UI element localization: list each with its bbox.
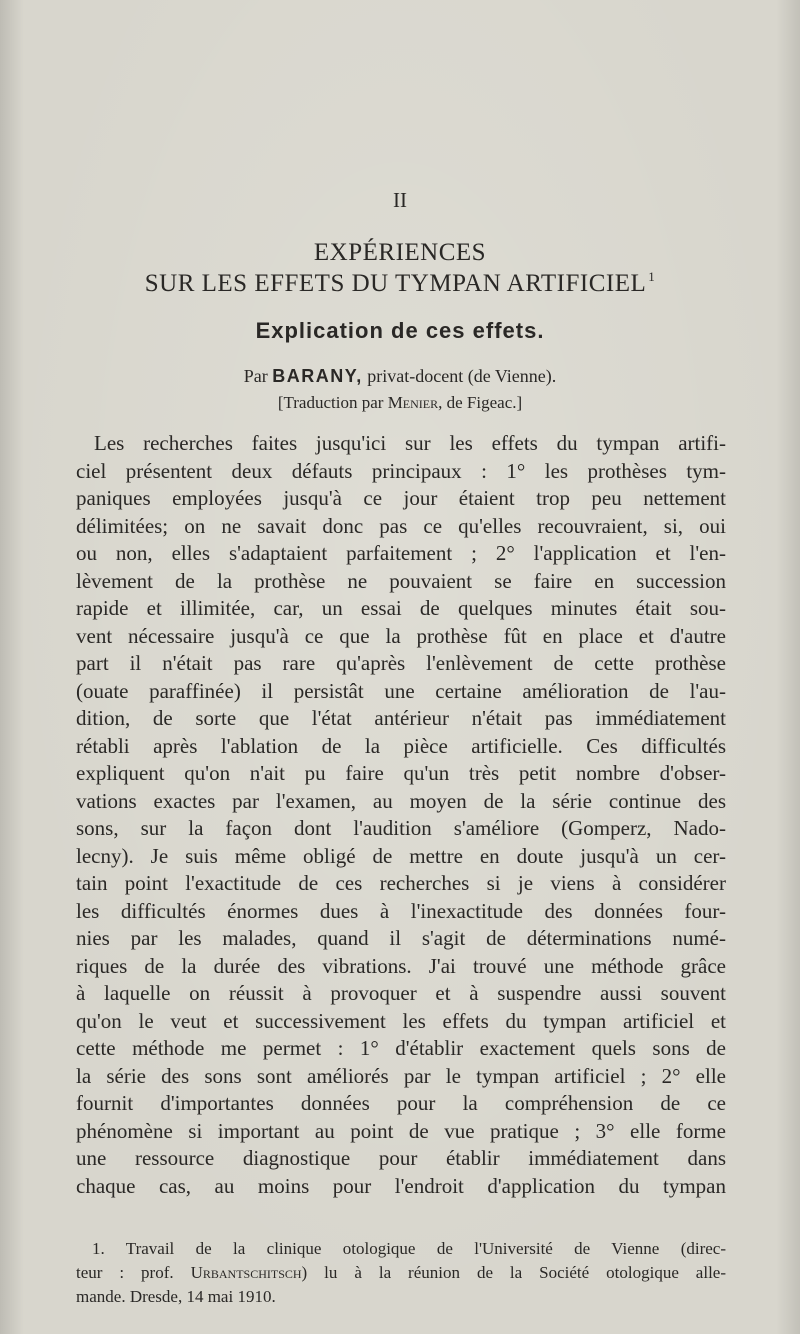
body-line: chaque cas, au moins pour l'endroit d'application du tympan bbox=[76, 1173, 726, 1198]
body-line: vations exactes par l'examen, au moyen de la série continue des bbox=[76, 788, 726, 813]
body-line: lecny). Je suis même obligé de mettre en doute jusqu'à un cer- bbox=[76, 843, 726, 868]
footnote-text: teur : prof. bbox=[76, 1263, 174, 1282]
body-line: la série des sons sont améliorés par le tympan artificiel ; 2° elle bbox=[76, 1063, 726, 1088]
body-line: les difficultés énormes dues à l'inexactitude des données four- bbox=[76, 898, 726, 923]
translation-credit bbox=[0, 393, 800, 413]
footnote-name: Urbantschitsch) bbox=[190, 1263, 308, 1282]
body-line: délimitées; on ne savait donc pas ce qu'elles recouvraient, si, oui bbox=[76, 513, 726, 538]
translation-suffix: de Figeac.] bbox=[446, 393, 523, 412]
body-line: part il n'était pas rare qu'après l'enlèvement de cette prothèse bbox=[76, 651, 726, 675]
title-text-1: EXPÉRIENCES bbox=[313, 239, 487, 266]
title-text-2: SUR LES EFFETS DU TYMPAN ARTIFICIEL bbox=[144, 270, 647, 297]
body-text bbox=[76, 430, 726, 1200]
body-line: une ressource diagnostique pour établir immédiatement dans bbox=[76, 1146, 726, 1170]
body-line: sons, sur la façon dont l'audition s'améliore (Gomperz, Nado- bbox=[76, 816, 726, 840]
footnote-marker: 1 bbox=[648, 269, 656, 284]
body-line: paniques employées jusqu'à ce jour étaient trop peu nettement bbox=[76, 486, 726, 510]
translator-name: Menier, bbox=[387, 393, 443, 412]
body-line: fournit d'importantes données pour la compréhension de ce bbox=[76, 1091, 726, 1115]
author-name: BARANY, bbox=[272, 366, 363, 386]
body-line: vent nécessaire jusqu'à ce que la prothèse fût en place et d'autre bbox=[76, 623, 726, 648]
footnote-line-1: 1. Travail de la clinique otologique de l'Université de Vienne (direc- bbox=[92, 1239, 726, 1258]
footnote-line-2 bbox=[76, 1261, 726, 1285]
body-line: rétabli après l'ablation de la pièce artificielle. Ces difficultés bbox=[76, 733, 726, 758]
chapter-number: II bbox=[393, 188, 407, 212]
byline bbox=[0, 366, 800, 387]
author-affiliation: privat-docent (de Vienne). bbox=[367, 366, 557, 386]
body-line: tain point l'exactitude de ces recherches si je viens à considérer bbox=[76, 871, 726, 895]
body-line: ou non, elles s'adaptaient parfaitement ; 2° l'application et l'en- bbox=[76, 541, 726, 565]
body-line: rapide et illimitée, car, un essai de quelques minutes était sou- bbox=[76, 596, 726, 620]
body-line: ciel présentent deux défauts principaux : 1° les prothèses tym- bbox=[76, 458, 726, 483]
footnote-line-3: mande. Dresde, 14 mai 1910. bbox=[76, 1287, 276, 1306]
translation-prefix: [Traduction par bbox=[277, 393, 384, 412]
body-line: cette méthode me permet : 1° d'établir exactement quels sons de bbox=[76, 1036, 726, 1060]
body-line: lèvement de la prothèse ne pouvaient se faire en succession bbox=[76, 568, 726, 593]
footnote-text: lu à la réunion de la Société otologique alle- bbox=[324, 1263, 727, 1282]
body-line: qu'on le veut et successivement les effets du tympan artificiel et bbox=[76, 1008, 726, 1033]
body-line: dition, de sorte que l'état antérieur n'était pas immédiatement bbox=[76, 706, 726, 730]
body-line: à laquelle on réussit à provoquer et à suspendre aussi souvent bbox=[76, 981, 726, 1005]
byline-prefix: Par bbox=[243, 366, 268, 386]
body-line: phénomène si important au point de vue pratique ; 3° elle forme bbox=[76, 1118, 726, 1143]
body-line: expliquent qu'on n'ait pu faire qu'un très petit nombre d'obser- bbox=[76, 761, 726, 785]
subtitle: Explication de ces effets. bbox=[255, 318, 545, 343]
body-line: riques de la durée des vibrations. J'ai trouvé une méthode grâce bbox=[76, 953, 726, 978]
body-line: nies par les malades, quand il s'agit de déterminations numé- bbox=[76, 926, 726, 950]
body-line: Les recherches faites jusqu'ici sur les effets du tympan artifi- bbox=[94, 431, 726, 455]
body-line: (ouate paraffinée) il persistât une certaine amélioration de l'au- bbox=[76, 678, 726, 703]
title-line-1 bbox=[0, 239, 800, 267]
footnote bbox=[76, 1237, 726, 1309]
title-line-2 bbox=[0, 269, 800, 298]
